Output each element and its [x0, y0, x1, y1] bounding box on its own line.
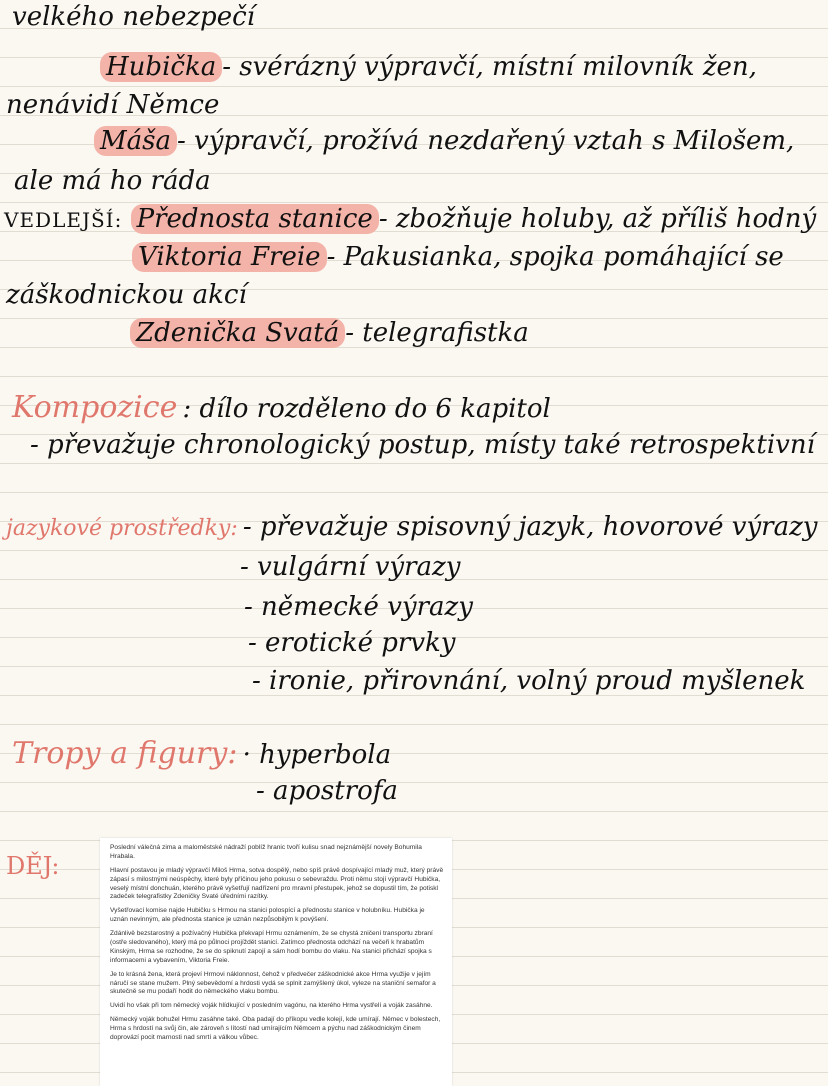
jazyk-item: - erotické prvky: [248, 628, 456, 658]
note-line: ale má ho ráda: [14, 166, 211, 196]
document-paragraph: Poslední válečná zima a maloměstské nádraží poblíž hranic tvoří kulisu snad nejznámější novely Bohumila Hrabala.: [110, 844, 422, 860]
character-name-highlight: Zdenička Svatá: [130, 318, 345, 348]
kompozice-text: : dílo rozděleno do 6 kapitol: [182, 394, 551, 424]
character-description: - výpravčí, prožívá nezdařený vztah s Milošem,: [176, 126, 795, 156]
note-line: [4, 204, 816, 234]
jazyk-item: - německé výrazy: [244, 592, 473, 622]
jazyk-item: - vulgární výrazy: [240, 552, 461, 582]
note-line: [94, 126, 794, 156]
note-line: nenávidí Němce: [6, 90, 220, 120]
tropy-line: [12, 736, 391, 771]
character-name-highlight: Hubička: [100, 52, 222, 82]
document-paragraph: Zdánlivě bezstarostný a požívačný Hubička překvapí Hrmu oznámením, že se chystá zničení transportu zbraní (ostře sledovaného), který má po půlnoci projíždět stanicí. Zatímco přednosta odchází na večeři k hrabatům Kinským, Hrma se rozhodne, že se do spiknutí zapojí a sám hodí bombu do vlaku. Na stanici přichází spojka s informacemi a vybavením, Viktoria Freie.: [110, 930, 433, 964]
dej-heading: DĚJ:: [6, 852, 60, 880]
tropy-item: - apostrofa: [256, 776, 398, 806]
document-paragraph: Je to krásná žena, která projeví Hrmovi náklonnost, čehož v předvečer záškodnické akce Hrma využije v jejím náručí se stane mužem. Plný sebevědomí a hrdosti vydá se splnit zamýšlený úkol, vyleze na staniční semafor a skutečně se mu podaří hodit do německého vlaku bombu.: [110, 970, 436, 996]
character-name-highlight: Máša: [94, 126, 177, 156]
note-line: [132, 242, 784, 272]
secondary-characters-label: VEDLEJŠÍ:: [4, 208, 123, 232]
document-paragraph: Německý voják bohužel Hrmu zasáhne také. Oba padají do příkopu vedle kolejí, kde umírají. Němec v bolestech, Hrma s hrdostí na svůj čin, ale zároveň s lítostí nad umírajícím Němcem a pýchu nad záškodnickým činem doprovází pocit marnosti nad smrtí a válkou vůbec.: [110, 1016, 441, 1042]
jazyk-line: [6, 512, 817, 542]
note-line: velkého nebezpečí: [12, 2, 255, 32]
tropy-item: · hyperbola: [242, 740, 392, 770]
note-line: - převažuje chronologický postup, místy také retrospektivní: [30, 430, 815, 460]
note-line: [130, 318, 529, 348]
document-paragraph: Hlavní postavou je mladý výpravčí Miloš Hrma, sotva dospělý, nebo spíš právě dospívající mladý muž, který právě zápasí s milostnými neúspěchy, které byly příčinou jeho pokusu o sebevraždu. Proti němu stojí výpravčí Hubička, veselý místní donchuán, kterého právě vyšetřují nadřízení pro mravní přestupek, jehož se dopustil tím, že potiskl zadeček telegrafistky Zdeničky Svaté úředními razítky.: [110, 866, 444, 901]
tropy-heading: Tropy a figury:: [12, 736, 238, 771]
note-line: záškodnickou akcí: [6, 280, 247, 310]
character-name-highlight: Přednosta stanice: [131, 204, 379, 234]
kompozice-line: [12, 390, 551, 425]
character-name-highlight: Viktoria Freie: [132, 242, 327, 272]
character-description: - zbožňuje holuby, až příliš hodný: [378, 204, 817, 234]
plot-summary-document: [100, 838, 452, 1086]
document-paragraph: Uvidí ho však při tom německý voják hlídkující v posledním vagónu, na kterého Hrma vystřelí a voják zasáhne.: [110, 1002, 433, 1010]
character-description: - svérázný výpravčí, místní milovník žen,: [222, 52, 757, 82]
jazyk-heading: jazykové prostředky:: [6, 516, 238, 541]
note-line: [100, 52, 757, 82]
kompozice-heading: Kompozice: [12, 390, 178, 425]
jazyk-item: - ironie, přirovnání, volný proud myšlenek: [252, 666, 806, 696]
character-description: - telegrafistka: [345, 318, 529, 348]
character-description: - Pakusianka, spojka pomáhající se: [326, 242, 784, 272]
jazyk-item: - převažuje spisovný jazyk, hovorové výrazy: [242, 512, 818, 542]
document-paragraph: Vyšetřovací komise najde Hubičku s Hrmou na stanici polospící a přednostu stanice v holubníku. Hubička je uznán nevinným, ale přednosta stanice je uznán nezpůsobilým k povýšení.: [110, 907, 425, 924]
